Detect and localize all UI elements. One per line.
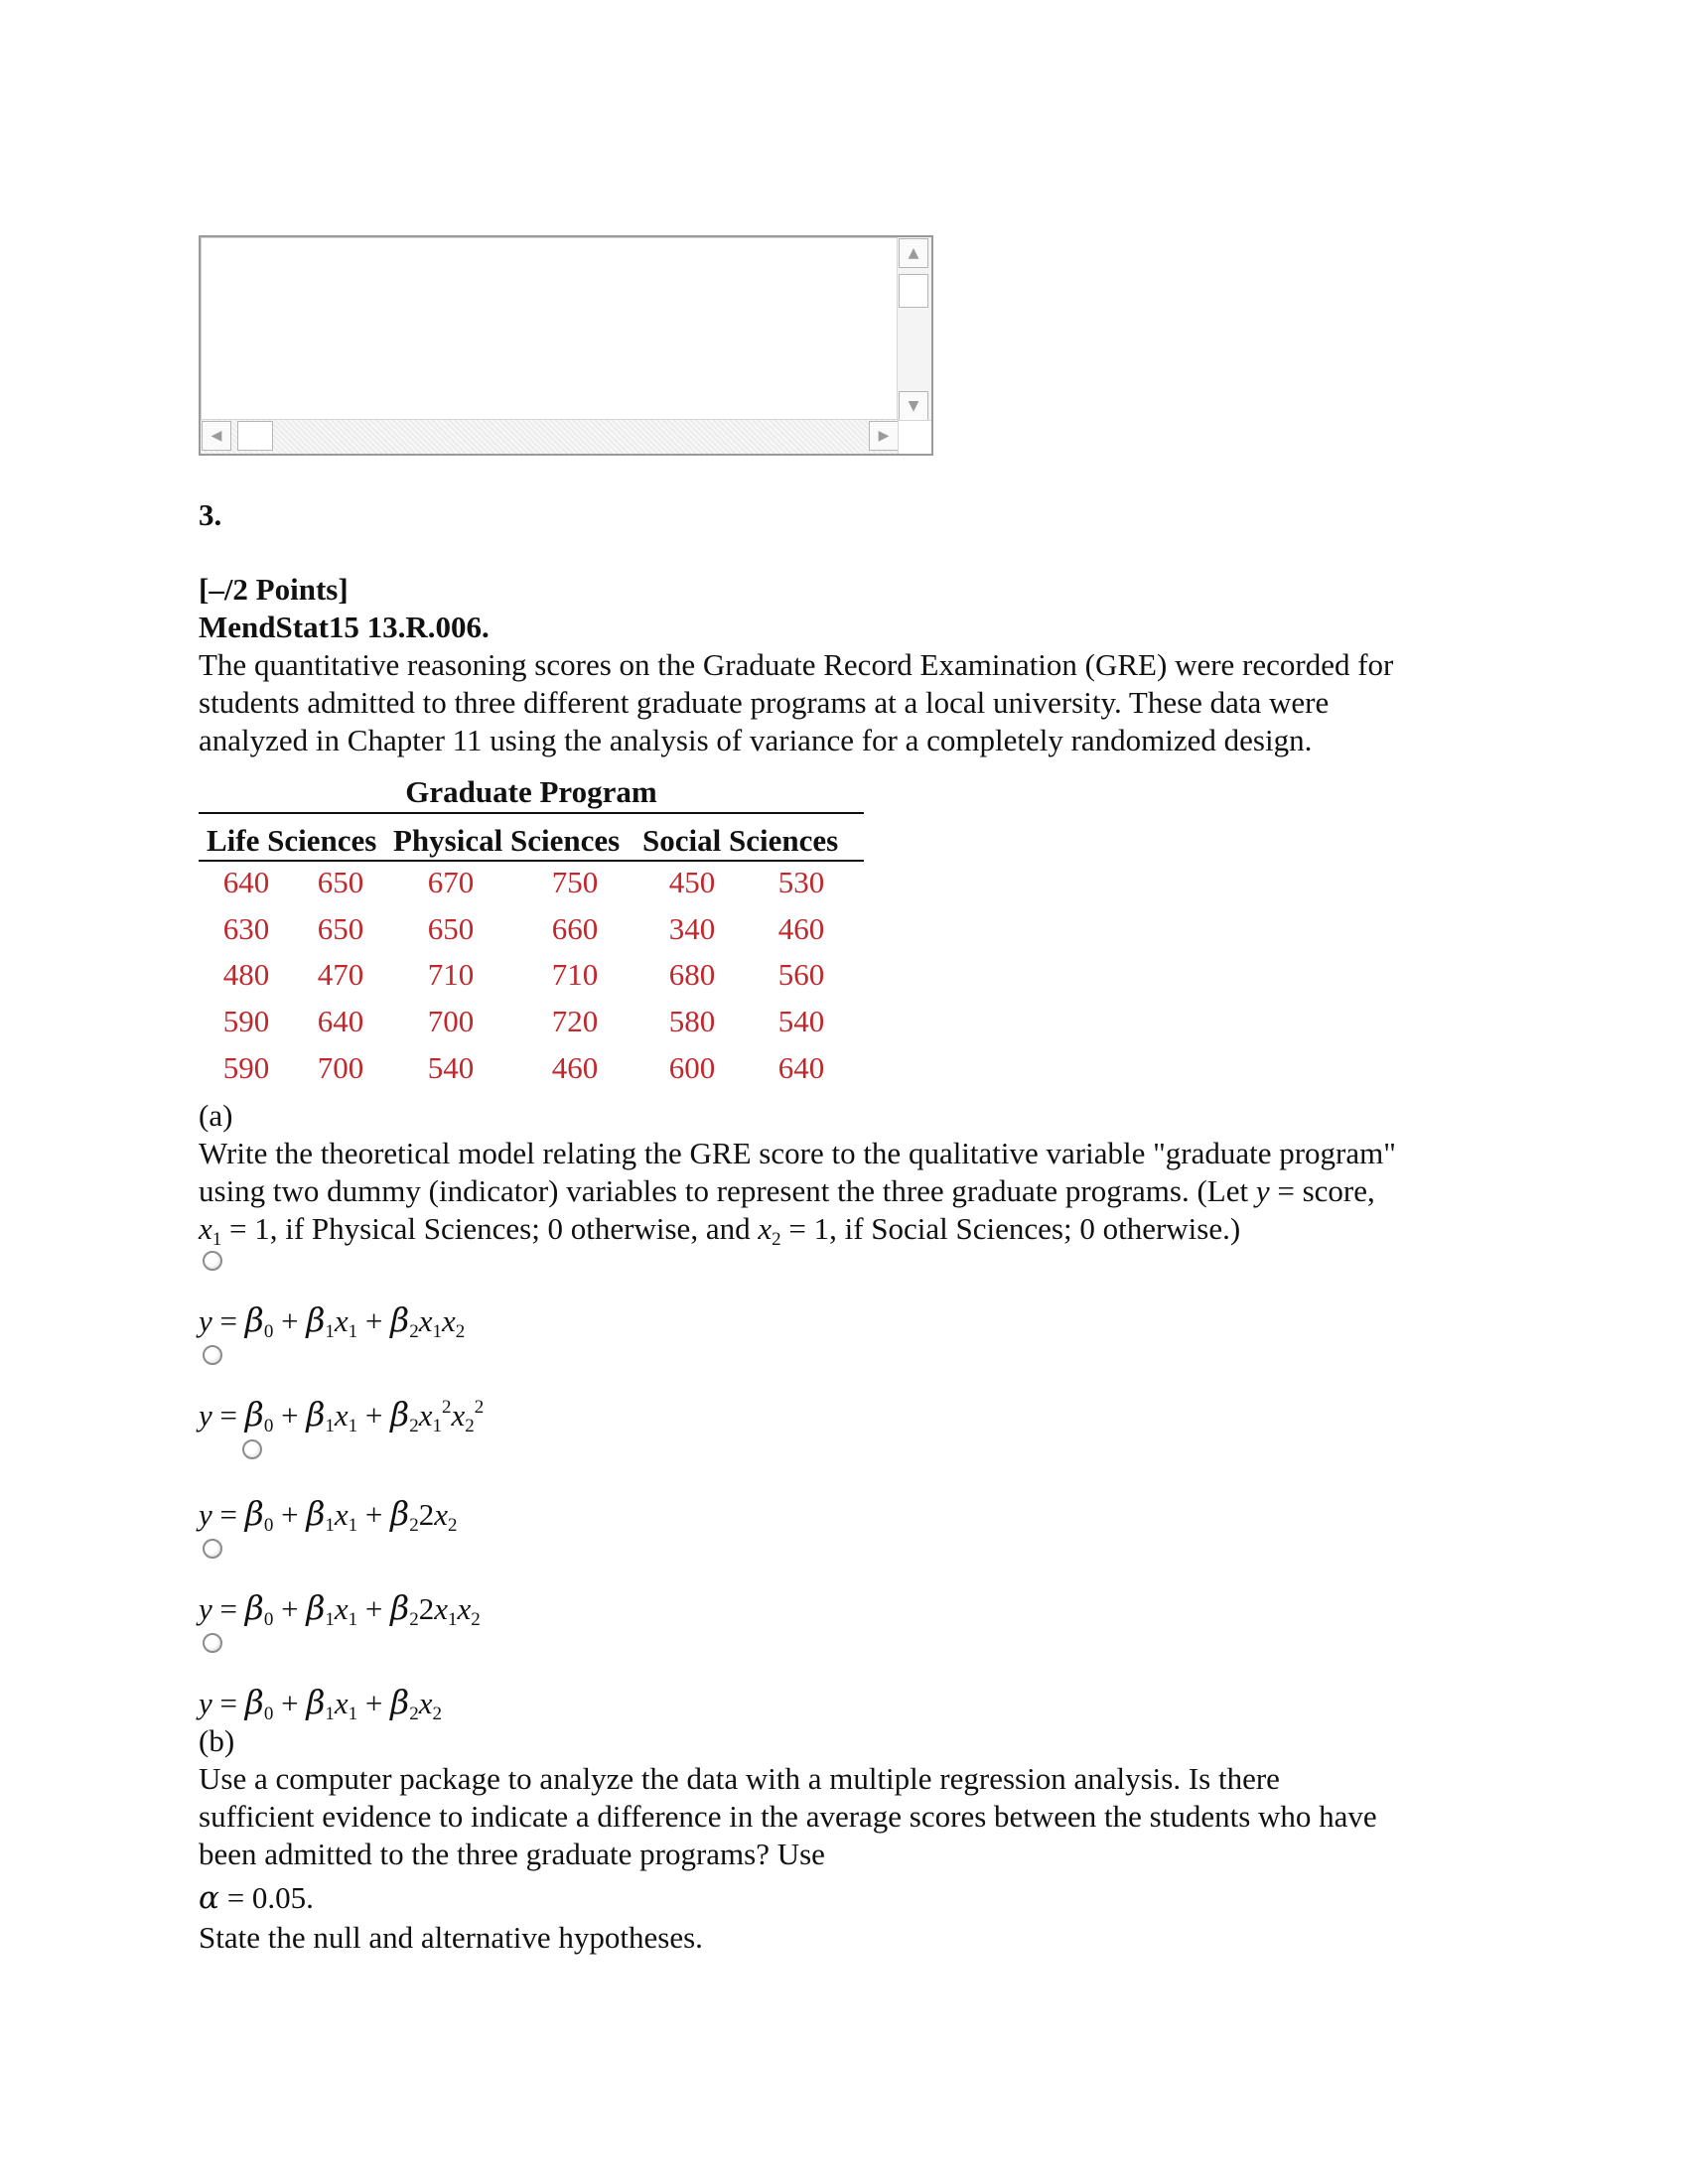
table-cell: 340 (668, 911, 716, 946)
horizontal-scrollbar[interactable] (201, 419, 900, 454)
table-cell: 720 (551, 1004, 599, 1038)
table-cell: 460 (777, 911, 825, 946)
part-a-text: x1 = 1, if Physical Sciences; 0 otherwise, and x2 = 1, if Social Sciences; 0 otherwise.) (199, 1211, 1241, 1250)
table-cell: 680 (668, 957, 716, 992)
horizontal-scroll-thumb[interactable] (237, 421, 273, 451)
table-cell: 710 (551, 957, 599, 992)
intro-line: students admitted to three different graduate programs at a local university. These data were (199, 685, 1330, 720)
answer-textarea[interactable] (199, 235, 933, 456)
option-1-radio[interactable] (203, 1251, 222, 1271)
scrollbar-corner (898, 420, 931, 454)
table-rule-header (199, 860, 864, 862)
table-cell: 640 (222, 865, 270, 899)
table-cell: 700 (317, 1050, 364, 1085)
part-b-text: been admitted to the three graduate programs? Use (199, 1837, 825, 1871)
question-code: MendStat15 13.R.006. (199, 610, 490, 644)
arrow-down-icon[interactable]: ▼ (899, 391, 928, 421)
part-b-text: sufficient evidence to indicate a difference in the average scores between the students who have (199, 1799, 1377, 1834)
question-page (199, 0, 1509, 2184)
option-2-radio[interactable] (203, 1345, 222, 1365)
vertical-scrollbar[interactable] (897, 237, 931, 422)
table-cell: 670 (427, 865, 475, 899)
table-cell: 630 (222, 911, 270, 946)
intro-line: The quantitative reasoning scores on the Graduate Record Examination (GRE) were recorded for (199, 647, 1394, 682)
table-cell: 600 (668, 1050, 716, 1085)
table-cell: 450 (668, 865, 716, 899)
table-cell: 590 (222, 1050, 270, 1085)
table-cell: 540 (427, 1050, 475, 1085)
table-cell: 590 (222, 1004, 270, 1038)
part-a-text: Write the theoretical model relating the GRE score to the qualitative variable "graduate program" (199, 1136, 1396, 1170)
table-cell: 540 (777, 1004, 825, 1038)
significance-level: α = 0.05. (199, 1880, 314, 1916)
table-cell: 710 (427, 957, 475, 992)
question-number: 3. (199, 497, 222, 532)
table-cell: 460 (551, 1050, 599, 1085)
table-cell: 650 (317, 911, 364, 946)
table-rule-top (199, 812, 864, 814)
table-title: Graduate Program (405, 774, 657, 809)
intro-line: analyzed in Chapter 11 using the analysis of variance for a completely randomized design. (199, 723, 1313, 757)
column-header: Social Sciences (642, 823, 839, 858)
table-cell: 660 (551, 911, 599, 946)
option-1-equation: y = β0 + β1x1 + β2x1x2 (199, 1300, 466, 1342)
column-header: Physical Sciences (393, 823, 621, 858)
arrow-left-icon[interactable]: ◀ (202, 421, 231, 451)
part-b-text: Use a computer package to analyze the data with a multiple regression analysis. Is there (199, 1761, 1280, 1796)
option-5-equation: y = β0 + β1x1 + β2x2 (199, 1683, 442, 1724)
part-b-label: (b) (199, 1723, 235, 1758)
option-4-radio[interactable] (203, 1539, 222, 1559)
option-4-equation: y = β0 + β1x1 + β22x1x2 (199, 1588, 481, 1630)
table-cell: 560 (777, 957, 825, 992)
table-cell: 640 (777, 1050, 825, 1085)
option-5-radio[interactable] (203, 1633, 222, 1653)
table-cell: 580 (668, 1004, 716, 1038)
table-cell: 750 (551, 865, 599, 899)
part-a-label: (a) (199, 1098, 233, 1133)
part-b-instruction: State the null and alternative hypotheses. (199, 1920, 703, 1955)
table-cell: 650 (317, 865, 364, 899)
table-cell: 650 (427, 911, 475, 946)
table-cell: 640 (317, 1004, 364, 1038)
table-cell: 700 (427, 1004, 475, 1038)
option-3-radio[interactable] (242, 1439, 262, 1459)
arrow-right-icon[interactable]: ▶ (869, 421, 899, 451)
arrow-up-icon[interactable]: ▲ (899, 238, 928, 268)
question-points: [–/2 Points] (199, 572, 349, 607)
vertical-scroll-thumb[interactable] (899, 274, 928, 308)
part-a-text: using two dummy (indicator) variables to represent the three graduate programs. (Let y = score, (199, 1173, 1375, 1208)
table-cell: 480 (222, 957, 270, 992)
table-cell: 470 (317, 957, 364, 992)
column-header: Life Sciences (207, 823, 377, 858)
table-cell: 530 (777, 865, 825, 899)
option-2-equation: $y = \beta 0 + \beta 1x1 + \beta 2x1^2x2^2$ (199, 1395, 485, 1436)
option-3-equation: y = β0 + β1x1 + β22x2 (199, 1494, 458, 1536)
